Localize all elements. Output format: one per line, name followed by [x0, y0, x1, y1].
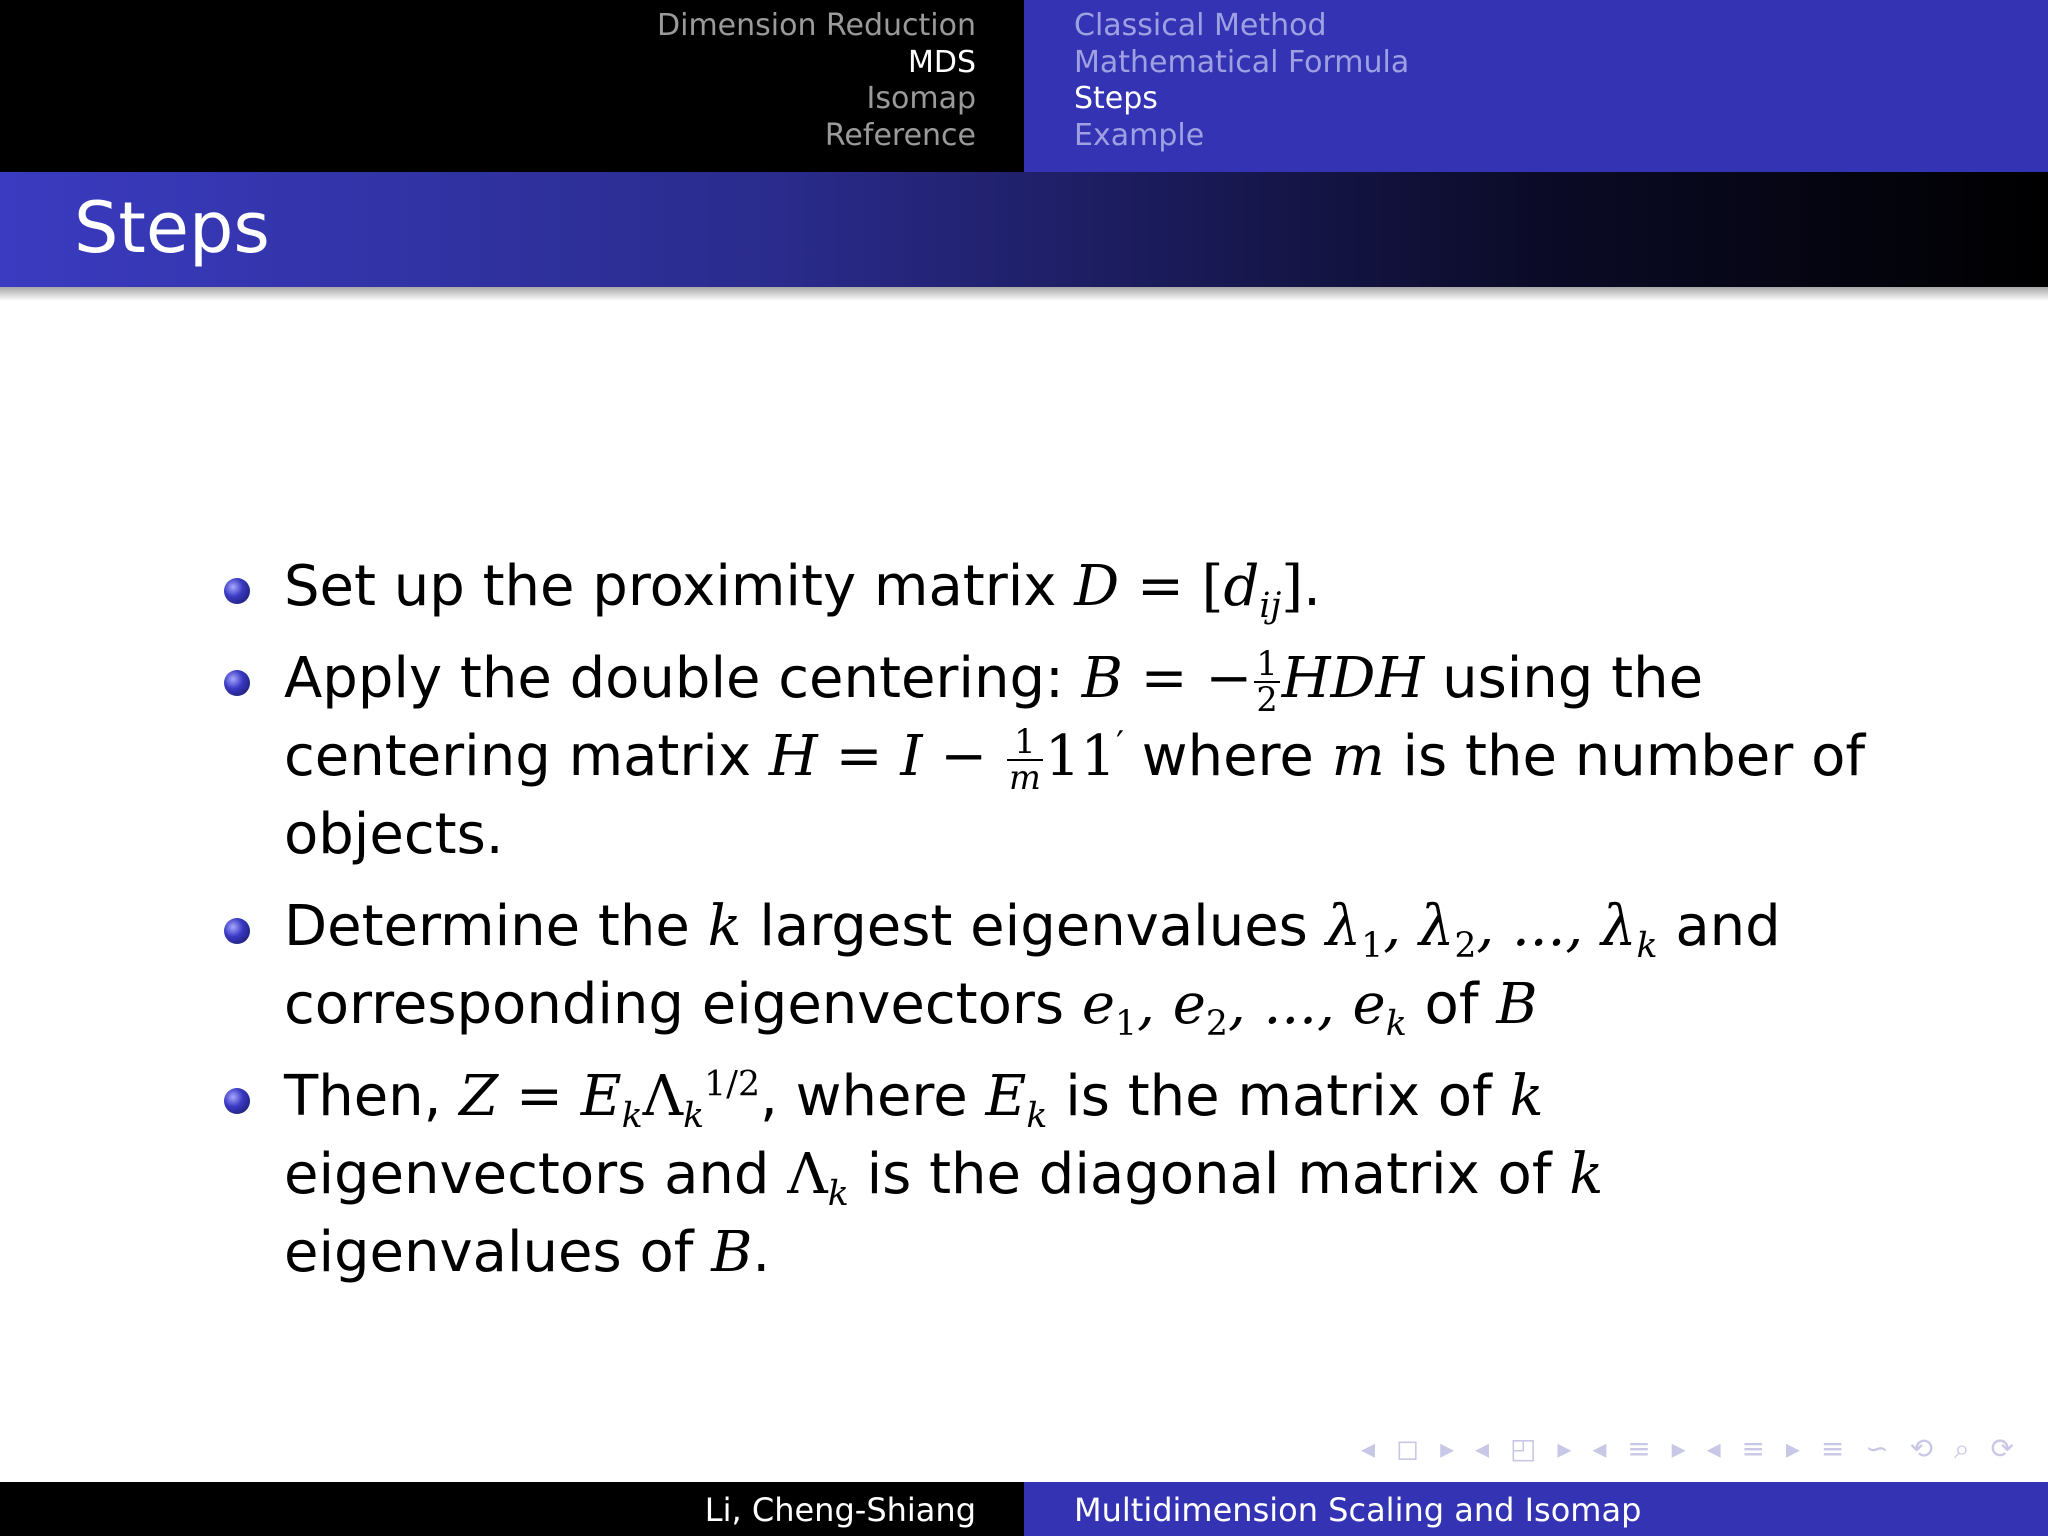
nav-section-dimension-reduction[interactable]: Dimension Reduction	[657, 8, 976, 43]
bullet-text: .	[752, 1220, 771, 1285]
bullet-text: is the matrix of	[1047, 1064, 1510, 1129]
subsection-navigation	[1074, 8, 1409, 154]
bullet-ball-icon	[224, 670, 250, 696]
bullet-text: of	[1406, 972, 1497, 1037]
footer-title-bar	[1024, 1482, 2048, 1536]
frame-title-bar	[0, 172, 2048, 287]
header-subsections-bar	[1024, 0, 2048, 172]
nav-subsection-example[interactable]: Example	[1074, 117, 1205, 153]
nav-section-mds[interactable]: MDS	[907, 44, 976, 80]
section-navigation	[657, 8, 976, 154]
bullet-item-embedding: Then, $Z = E_k\Lambda_k^{1/2}$, where $E_k$ is the matrix of k eigenvectors and $\Lambda_k$ is the diagonal matrix of k eigenvalues of B.	[220, 1058, 1920, 1292]
frame-title: Steps	[74, 187, 270, 269]
bullet-item-eigenvalues: Determine the k largest eigenvalues $\lambda_1$, $\lambda_2$, ..., $\lambda_k$ and corresponding eigenvectors $e_1$, $e_2$, ..., $e_k$ of B	[220, 888, 1920, 1044]
title-shadow	[0, 287, 2048, 301]
bullet-text: Determine the	[284, 894, 708, 959]
footer-author-bar	[0, 1482, 1024, 1536]
header-sections-bar	[0, 0, 1024, 172]
nav-section-isomap[interactable]: Isomap	[866, 81, 976, 116]
slide-content	[220, 548, 1920, 1306]
nav-subsection-mathematical-formula[interactable]: Mathematical Formula	[1074, 44, 1410, 80]
bullet-item-proximity-matrix: Set up the proximity matrix $D = [d_{ij}]$.	[220, 548, 1920, 626]
footer-presentation-title: Multidimension Scaling and Isomap	[1074, 1491, 1642, 1529]
bullet-ball-icon	[224, 1088, 250, 1114]
bullet-ball-icon	[224, 578, 250, 604]
bullet-text: Set up the proximity matrix	[284, 554, 1075, 619]
bullet-text: Apply the double centering:	[284, 646, 1082, 711]
bullet-text: is the number of objects.	[284, 724, 1866, 867]
bullet-ball-icon	[224, 918, 250, 944]
bullet-item-double-centering: Apply the double centering: B = − $\frac{1}{2}$ HDH using the centering matrix H = I − $\frac{1}{m}$ 11′ where m is the number of objects.	[220, 640, 1920, 874]
bullet-text: Then,	[284, 1064, 460, 1129]
nav-subsection-steps[interactable]: Steps	[1074, 81, 1158, 116]
bullet-text: eigenvalues of	[284, 1220, 712, 1285]
footer-author: Li, Cheng-Shiang	[704, 1491, 976, 1529]
bullet-text: largest eigenvalues	[741, 894, 1326, 959]
bullet-text: .	[1303, 554, 1321, 619]
nav-subsection-classical-method[interactable]: Classical Method	[1074, 8, 1327, 43]
beamer-navigation-icons[interactable]: ◂ ◻ ▸ ◂ ◰ ▸ ◂ ≡ ▸ ◂ ≡ ▸ ≡ ∽ ⟲ ⌕ ⟳	[1361, 1432, 2020, 1465]
bullet-text: eigenvectors and	[284, 1142, 788, 1207]
bullet-text: and corresponding eigenvectors	[284, 894, 1781, 1037]
nav-section-reference[interactable]: Reference	[824, 117, 976, 153]
bullet-text: is the diagonal matrix of	[848, 1142, 1570, 1207]
bullet-text: using the centering matrix	[284, 646, 1704, 789]
bullet-text: where	[1123, 724, 1332, 789]
bullet-text: , where	[760, 1064, 986, 1129]
